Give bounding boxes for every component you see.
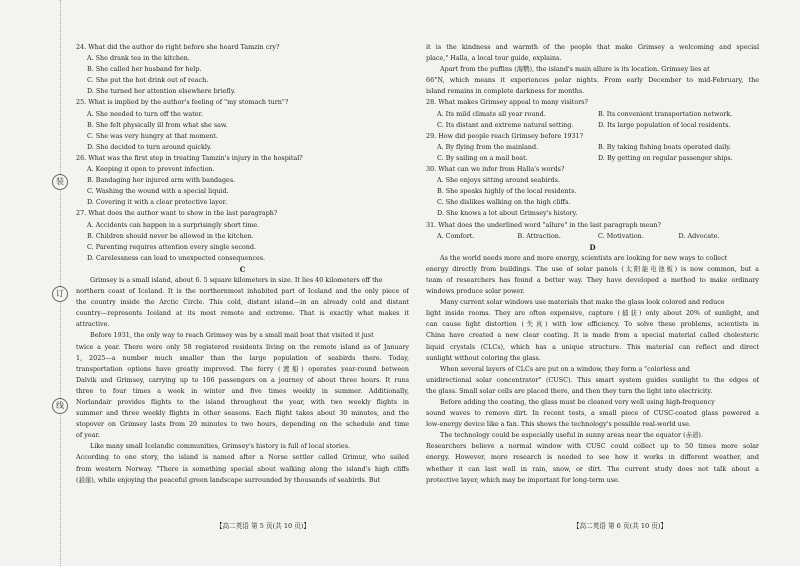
answer-option: A. Comfort. xyxy=(437,231,475,240)
answer-option: B. She felt physically ill from what she saw. xyxy=(87,120,228,129)
answer-option-row xyxy=(426,153,759,164)
passage-line: protective layer, which may be important for long-term use. xyxy=(426,475,620,484)
answer-option-row xyxy=(426,231,759,242)
answer-option: A. She drank tea in the kitchen. xyxy=(87,54,190,63)
passage-line: Dalvik and Grimsey, carrying up to 106 passengers on a journey of about three hours. It runs xyxy=(76,375,409,384)
passage-line: China have created a new clear coating. It is made from a special material called cholesteric xyxy=(426,331,759,340)
answer-option: C. She dislikes walking on the high cliffs. xyxy=(437,198,571,207)
right-page-footer: 【高二英语 第 6 页(共 10 页)】 xyxy=(572,522,668,530)
passage-line: twice a year. There were only 58 registered residents living on the remote island as of January xyxy=(76,342,409,351)
passage-line: Many current solar windows use materials that make the glass look colored and reduce xyxy=(440,298,725,307)
passage-line: Norlandair provides flights to the island throughout the year, with two weekly flights in xyxy=(76,398,409,406)
passage-line: The technology could be especially useful in sunny areas near the equator (赤道). xyxy=(440,431,703,440)
question-stem: 25. What is implied by the author's feeling of "my stomach turn"? xyxy=(76,98,289,107)
passage-line: attractive. xyxy=(76,320,110,329)
passage-line: island remains in complete darkness for months. xyxy=(426,87,585,96)
left-page xyxy=(76,42,409,486)
passage-line: whether it can last well in rain, snow, or dirt. The current study does not talk about a xyxy=(426,464,759,473)
binding-mark-xian: 线 xyxy=(52,398,68,414)
passage-line: Researchers believe a normal window with CUSC could collect up to 50 times more solar xyxy=(426,442,759,451)
answer-option-row xyxy=(426,120,759,131)
passage-line: light inside rooms. They are often expensive, capture (捕获) only about 20% of sunlight, and xyxy=(426,309,759,318)
right-page xyxy=(426,42,759,486)
answer-option: D. Advocate. xyxy=(678,231,720,240)
answer-option: B. Children should never be allowed in the kitchen. xyxy=(87,231,254,240)
question-stem: 26. What was the first step in treating Tamzin's injury in the hospital? xyxy=(76,153,303,162)
question-stem: 31. What does the underlined word "allure" in the last paragraph mean? xyxy=(426,220,661,229)
answer-option: B. Its convenient transportation network. xyxy=(598,109,733,118)
question-stem: 29. How did people reach Grimsey before 1931? xyxy=(426,131,584,140)
answer-option: A. Keeping it open to prevent infection. xyxy=(87,165,215,174)
passage-line: summer and three weekly flights in other seasons. Each flight takes about 30 minutes, and the xyxy=(76,409,409,418)
answer-option: A. She needed to turn off the water. xyxy=(87,109,203,118)
answer-option-row xyxy=(426,109,759,120)
question-stem: 28. What makes Grimsey appeal to many visitors? xyxy=(426,98,588,107)
passage-line: country—represents Iceland at its most remote and extreme. That is exactly what makes it xyxy=(76,309,409,318)
answer-option: C. By sailing on a mail boat. xyxy=(437,153,528,162)
passage-line: According to one story, the island is named after a Norse settler called Grimur, who sailed xyxy=(76,453,409,462)
question-stem: 27. What does the author want to show in the last paragraph? xyxy=(76,209,278,218)
answer-option: D. Covering it with a clear protective layer. xyxy=(87,198,228,207)
passage-line: unidirectional solar concentrator" (CUSC). This smart system guides sunlight to the edges of xyxy=(426,375,759,384)
passage-line: sound waves to remove dirt. In recent tests, a small piece of CUSC-coated glass powered a xyxy=(426,409,759,418)
passage-line: place," Halla, a local tour guide, explains. xyxy=(426,54,562,63)
answer-option: D. She knows a lot about Grimsey's history. xyxy=(437,209,578,218)
answer-option-row xyxy=(426,175,759,186)
answer-option-row xyxy=(426,142,759,153)
passage-line: the glass. Small solar cells are placed there, and then they turn the light into electricity. xyxy=(426,386,713,395)
passage-line: it is the kindness and warmth of the people that make Grimsey a welcoming and special xyxy=(426,43,759,51)
binding-mark-zhuang: 装 xyxy=(52,174,68,190)
answer-option-row xyxy=(426,197,759,208)
passage-line: Before 1931, the only way to reach Grimsey was by a small mail boat that visited it just xyxy=(90,331,374,340)
answer-option: C. She was very hungry at that moment. xyxy=(87,131,218,140)
passage-line: stopover on Grimsey lasts from 20 minutes to two hours, depending on the schedule and time xyxy=(76,420,409,429)
section-label-c: C xyxy=(239,264,246,274)
answer-option: D. She decided to turn around quickly. xyxy=(87,142,212,151)
section-label-d: D xyxy=(589,242,596,252)
answer-option: D. By getting on regular passenger ships. xyxy=(598,153,733,162)
answer-option: B. By taking fishing boats operated daily. xyxy=(598,142,732,151)
answer-option: A. By flying from the mainland. xyxy=(437,142,539,151)
answer-option: B. Attraction. xyxy=(517,231,561,240)
passage-line: Like many small Icelandic communities, Grimsey's history is full of local stories. xyxy=(90,442,351,451)
answer-option: B. She speaks highly of the local residents. xyxy=(437,187,577,196)
passage-line: sunlight without coloring the glass. xyxy=(426,353,541,362)
answer-option: C. Motivation. xyxy=(598,231,644,240)
answer-option: A. Its mild climate all year round. xyxy=(437,109,546,118)
answer-option-row xyxy=(426,186,759,197)
passage-line: low-energy device like a fan. This shows the technology's possible real-world use. xyxy=(426,420,691,429)
passage-line: 1, 2025—a number much smaller than the large population of seabirds there. Today, xyxy=(76,353,409,362)
passage-line: from western Norway. "There is something special about walking along the island's high cliffs xyxy=(76,464,409,473)
passage-line: energy. However, more research is needed to see how it works in different weather, and xyxy=(426,453,759,462)
binding-mark-ding: 订 xyxy=(52,286,68,302)
answer-option: B. She called her husband for help. xyxy=(87,65,202,74)
left-page-footer: 【高二英语 第 5 页(共 10 页)】 xyxy=(215,522,311,530)
passage-line: Before adding the coating, the glass must be cleaned very well using high-frequency xyxy=(440,398,715,406)
passage-line: 66°N, which means it experiences polar nights. From early December to mid-February, the xyxy=(426,76,759,85)
answer-option: A. Accidents can happen in a surprisingly short time. xyxy=(87,220,260,229)
answer-option: D. She turned her attention elsewhere briefly. xyxy=(87,87,236,96)
answer-option: A. She enjoys sitting around seabirds. xyxy=(437,176,560,185)
passage-line: Apart from the puffins (海鹦), the island's main allure is its location. Grimsey lies at xyxy=(440,65,710,74)
passage-line: liquid crystals (CLCs), which has a unique structure. This material can reflect and direct xyxy=(426,342,759,351)
passage-line: can cause light distortion (失真) with low efficiency. To solve these problems, scientists in xyxy=(426,320,759,329)
passage-line: windows produce solar power. xyxy=(426,287,525,296)
passage-line: northern coast of Iceland. It is the northernmost inhabited part of Iceland and the only piece of xyxy=(76,287,409,296)
passage-line: of year. xyxy=(76,431,100,440)
answer-option: C. She put the hot drink out of reach. xyxy=(87,76,209,85)
passage-line: team of researchers has found a better way. They have developed a method to make ordinary xyxy=(426,275,759,284)
answer-option: D. Carelessness can lead to unexpected consequences. xyxy=(87,253,266,262)
passage-line: When several layers of CLCs are put on a window, they form a "colorless and xyxy=(440,364,690,373)
answer-option-row xyxy=(426,208,759,219)
answer-option: C. Parenting requires attention every single second. xyxy=(87,242,257,251)
passage-line: energy directly from buildings. The use of solar panels (太阳能电池板) is now common, but a xyxy=(426,264,759,273)
answer-option: D. Its large population of local residents. xyxy=(598,120,731,129)
answer-option: B. Bandaging her injured arm with bandages. xyxy=(87,176,236,185)
passage-line: Grimsey is a small island, about 6. 5 square kilometers in size. It lies 40 kilometers off the xyxy=(90,275,383,284)
binding-line xyxy=(60,0,61,566)
passage-line: the country inside the Arctic Circle. This cold, distant island—in an already cold and distant xyxy=(76,298,409,307)
passage-line: (悬崖), while enjoying the peaceful green landscape surrounded by thousands of seabirds. But xyxy=(76,475,381,484)
answer-option: C. Washing the wound with a special liquid. xyxy=(87,187,229,196)
passage-line: transportation options have greatly improved. The ferry (渡船) operates year-round between xyxy=(76,364,409,373)
passage-line: three to four times a week in winter and five times weekly in summer. Additionally, xyxy=(76,386,409,395)
passage-line: As the world needs more and more energy, scientists are looking for new ways to collect xyxy=(440,253,728,262)
answer-option: C. Its distant and extreme natural setting. xyxy=(437,120,574,129)
question-stem: 30. What can we infer from Halla's words? xyxy=(426,165,565,174)
question-stem: 24. What did the author do right before she heard Tamzin cry? xyxy=(76,43,280,51)
